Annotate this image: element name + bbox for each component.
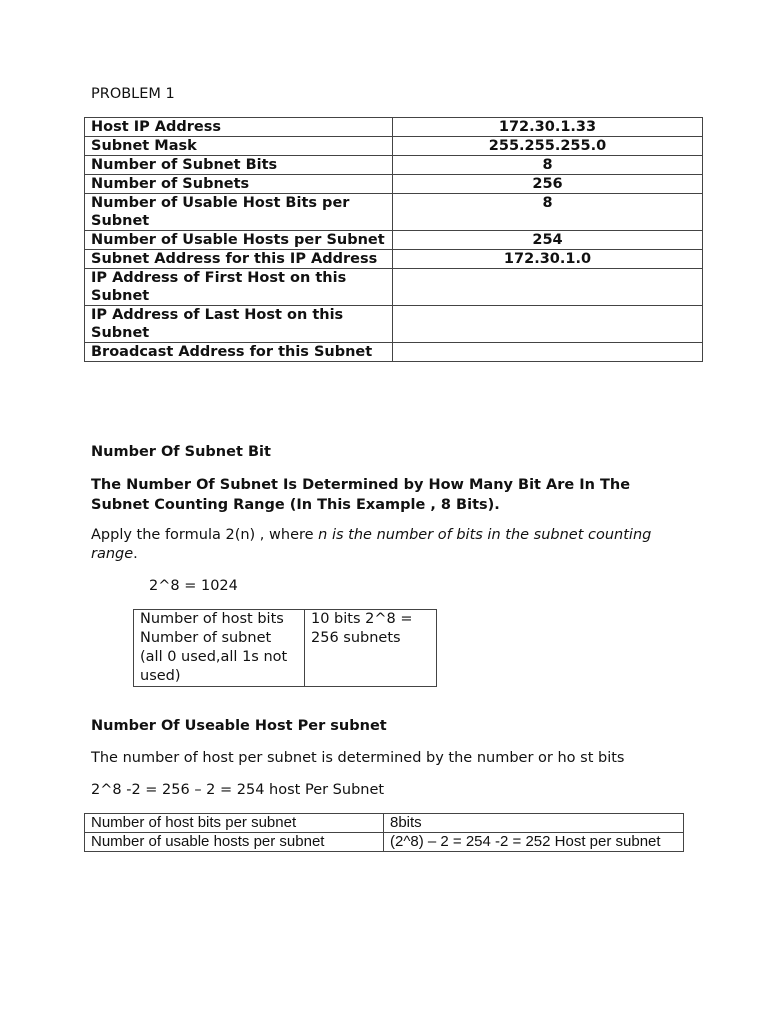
table-row xyxy=(85,833,684,852)
table-row xyxy=(85,175,703,194)
subnet-equation: 2^8 = 1024 xyxy=(149,578,238,594)
formula-paragraph xyxy=(91,526,671,564)
table-row xyxy=(85,118,703,137)
row-label: Number of Subnets xyxy=(85,175,393,194)
row-value xyxy=(393,343,703,362)
section-heading-usable-hosts: Number Of Useable Host Per subnet xyxy=(91,718,387,734)
row-label: Number of Subnet Bits xyxy=(85,156,393,175)
table-row xyxy=(85,156,703,175)
row-label: Subnet Mask xyxy=(85,137,393,156)
formula-end: . xyxy=(133,546,138,562)
problem-title: PROBLEM 1 xyxy=(91,86,175,102)
row-value: 172.30.1.33 xyxy=(393,118,703,137)
row-value xyxy=(393,306,703,343)
row-value: 255.255.255.0 xyxy=(393,137,703,156)
row-label: IP Address of Last Host on this Subnet xyxy=(85,306,393,343)
subnet-info-table xyxy=(84,117,703,362)
formula-intro: Apply the formula 2(n) , where xyxy=(91,527,319,543)
table-row xyxy=(85,269,703,306)
host-bits-label: Number of host bits Number of subnet (all 0 used,all 1s not used) xyxy=(134,610,305,687)
row-value: 172.30.1.0 xyxy=(393,250,703,269)
row-value: (2^8) – 2 = 254 -2 = 252 Host per subnet xyxy=(384,833,684,852)
row-label: Number of Usable Host Bits per Subnet xyxy=(85,194,393,231)
usable-hosts-paragraph: The number of host per subnet is determined by the number or ho st bits xyxy=(91,750,625,766)
table-row xyxy=(85,250,703,269)
row-value: 256 xyxy=(393,175,703,194)
host-bits-table xyxy=(133,609,437,687)
row-label: Number of host bits per subnet xyxy=(85,814,384,833)
usable-hosts-equation: 2^8 -2 = 256 – 2 = 254 host Per Subnet xyxy=(91,782,385,798)
table-row xyxy=(85,194,703,231)
row-label: Host IP Address xyxy=(85,118,393,137)
row-label: Broadcast Address for this Subnet xyxy=(85,343,393,362)
host-bits-value: 10 bits 2^8 = 256 subnets xyxy=(305,610,437,687)
row-label: Number of usable hosts per subnet xyxy=(85,833,384,852)
row-value: 254 xyxy=(393,231,703,250)
subnet-bits-explanation: The Number Of Subnet Is Determined by How Many Bit Are In The Subnet Counting Range (In This Example , 8 Bits). xyxy=(91,477,631,513)
row-label: Number of Usable Hosts per Subnet xyxy=(85,231,393,250)
row-label: Subnet Address for this IP Address xyxy=(85,250,393,269)
row-value: 8 xyxy=(393,194,703,231)
table-row xyxy=(85,137,703,156)
row-value: 8bits xyxy=(384,814,684,833)
table-row xyxy=(85,306,703,343)
table-row xyxy=(85,343,703,362)
formula-italic: n is the number of bits in the subnet counting range xyxy=(91,527,652,562)
table-row xyxy=(134,610,437,687)
section-heading-subnet-bits: Number Of Subnet Bit xyxy=(91,444,271,460)
table-row xyxy=(85,814,684,833)
table-row xyxy=(85,231,703,250)
usable-hosts-table xyxy=(84,813,684,852)
row-value xyxy=(393,269,703,306)
row-label: IP Address of First Host on this Subnet xyxy=(85,269,393,306)
row-value: 8 xyxy=(393,156,703,175)
